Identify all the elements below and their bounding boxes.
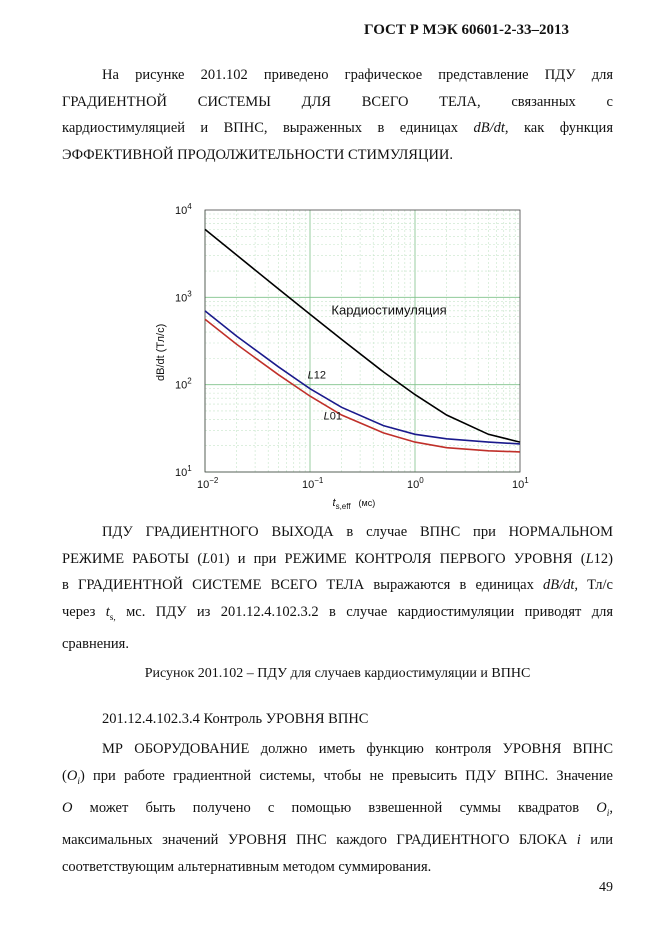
stimulation-limits-chart [150, 196, 540, 518]
desc-line-4: через $t_{s,}$ мс. ПДУ из 201.12.4.102.3.2 в случае кардиостимуляции приводят для [62, 603, 613, 623]
plot-area [205, 210, 520, 472]
body-line-3: O может быть получено с помощью взвешенной суммы квадратов $O_i$, [62, 799, 613, 819]
annotation-cardiostimulation: Кардиостимуляция [331, 302, 447, 318]
intro-paragraph [62, 62, 613, 168]
y-tick-label: $10^3$ [175, 289, 192, 305]
x-tick-label: $10^0$ [407, 476, 424, 491]
page-number: 49 [599, 880, 613, 895]
x-tick-label: $10^1$ [512, 476, 529, 491]
description-paragraph [62, 519, 613, 657]
intro-line-3: кардиостимуляцией и ВПНС, выраженных в единицах dB/dt, как функция [62, 120, 613, 136]
desc-line-1: ПДУ ГРАДИЕНТНОГО ВЫХОДА в случае ВПНС при НОРМАЛЬНОМ [102, 524, 613, 540]
body-line-5: соответствующим альтернативным методом суммирования. [62, 858, 432, 875]
x-tick-label: $10^{-1}$ [302, 476, 324, 491]
desc-line-2: РЕЖИМЕ РАБОТЫ (L01) и при РЕЖИМЕ КОНТРОЛЯ ПЕРВОГО УРОВНЯ (L12) [62, 550, 613, 567]
y-axis-label: dB/dt (Тл/с) [155, 323, 167, 381]
body-paragraph [62, 736, 613, 880]
y-tick-label: $10^4$ [175, 202, 192, 217]
intro-line-1: На рисунке 201.102 приведено графическое представление ПДУ для [102, 67, 613, 83]
x-tick-label: $10^{-2}$ [197, 476, 219, 491]
y-tick-label: $10^1$ [175, 464, 192, 479]
x-axis-label: $t_{s,eff}$ $^{(мс)}$ [332, 497, 376, 511]
intro-line-2: ГРАДИЕНТНОЙ СИСТЕМЫ ДЛЯ ВСЕГО ТЕЛА, связанных с [62, 93, 613, 110]
intro-line-4: ЭФФЕКТИВНОЙ ПРОДОЛЖИТЕЛЬНОСТИ СТИМУЛЯЦИИ. [62, 146, 454, 163]
unit-dbdt: dB/dt [473, 120, 505, 136]
subsection-heading: 201.12.4.102.3.4 Контроль УРОВНЯ ВПНС [102, 711, 369, 727]
curve-label-01: L01 [323, 410, 343, 423]
document-header: ГОСТ Р МЭК 60601-2-33–2013 [364, 22, 569, 38]
body-line-1: МР ОБОРУДОВАНИЕ должно иметь функцию контроля УРОВНЯ ВПНС [102, 741, 613, 757]
desc-line-5: сравнения. [62, 635, 129, 652]
desc-line-3: в ГРАДИЕНТНОЙ СИСТЕМЕ ВСЕГО ТЕЛА выражаются в единицах dB/dt, Тл/с [62, 577, 613, 593]
curve-label-12: L12 [307, 369, 327, 382]
body-line-4: максимальных значений УРОВНЯ ПНС каждого ГРАДИЕНТНОГО БЛОКА i или [62, 832, 614, 849]
figure-caption: Рисунок 201.102 – ПДУ для случаев кардиостимуляции и ВПНС [144, 666, 531, 681]
y-tick-label: $10^2$ [175, 376, 192, 392]
body-line-2: $(O_i)$ при работе градиентной системы, чтобы не превысить ПДУ ВПНС. Значение [62, 767, 613, 787]
